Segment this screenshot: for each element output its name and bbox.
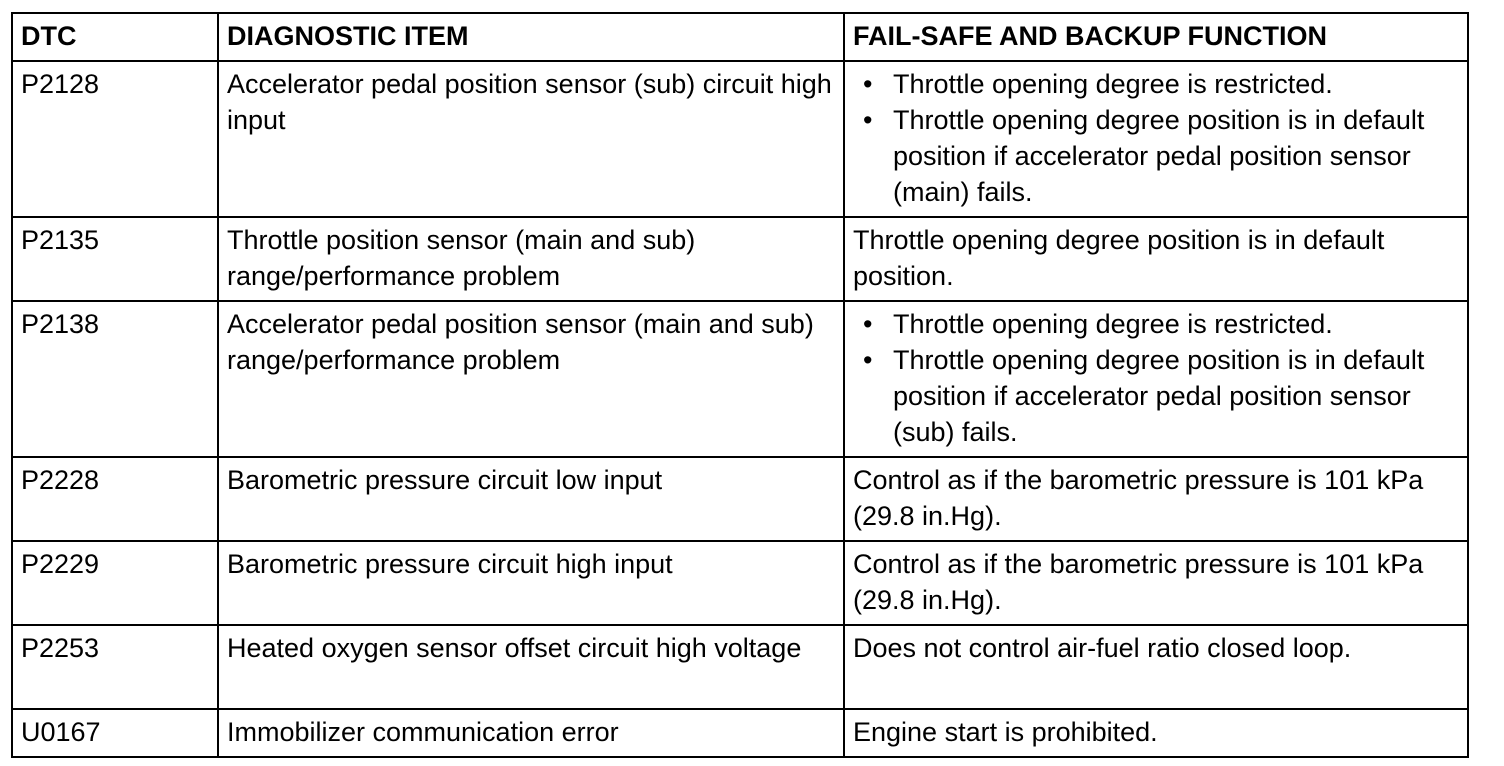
fail-safe-cell <box>844 61 1468 217</box>
table-row <box>12 541 1468 625</box>
header-fail-safe-function: FAIL-SAFE AND BACKUP FUNCTION <box>844 13 1468 61</box>
table-row <box>12 457 1468 541</box>
table-row <box>12 217 1468 301</box>
diagnostic-item-cell: Heated oxygen sensor offset circuit high voltage <box>218 625 844 709</box>
dtc-code-cell: P2138 <box>12 301 218 457</box>
table-row <box>12 301 1468 457</box>
bullet-item: • Throttle opening degree position is in default position if accelerator pedal position sensor (main) fails. <box>893 102 1459 210</box>
header-diagnostic-item: DIAGNOSTIC ITEM <box>218 13 844 61</box>
table-row <box>12 709 1468 757</box>
fail-safe-cell <box>844 301 1468 457</box>
dtc-code-cell: U0167 <box>12 709 218 757</box>
fail-safe-bullet-list <box>853 66 1459 210</box>
diagnostic-item-cell: Immobilizer communication error <box>218 709 844 757</box>
dtc-code-cell: P2229 <box>12 541 218 625</box>
dtc-code-cell: P2228 <box>12 457 218 541</box>
diagnostic-item-cell: Accelerator pedal position sensor (main and sub) range/performance problem <box>218 301 844 457</box>
fail-safe-cell: Engine start is prohibited. <box>844 709 1468 757</box>
dtc-code-cell: P2135 <box>12 217 218 301</box>
diagnostic-item-cell: Barometric pressure circuit low input <box>218 457 844 541</box>
table-row <box>12 61 1468 217</box>
header-row <box>12 13 1468 61</box>
diagnostic-item-cell: Barometric pressure circuit high input <box>218 541 844 625</box>
fail-safe-cell: Throttle opening degree position is in default position. <box>844 217 1468 301</box>
dtc-code-cell: P2128 <box>12 61 218 217</box>
bullet-item: • Throttle opening degree position is in default position if accelerator pedal position sensor (sub) fails. <box>893 342 1459 450</box>
fail-safe-cell: Control as if the barometric pressure is 101 kPa (29.8 in.Hg). <box>844 541 1468 625</box>
fail-safe-cell: Control as if the barometric pressure is 101 kPa (29.8 in.Hg). <box>844 457 1468 541</box>
diagnostic-item-cell: Accelerator pedal position sensor (sub) circuit high input <box>218 61 844 217</box>
bullet-item: • Throttle opening degree is restricted. <box>893 66 1459 102</box>
diagnostic-item-cell: Throttle position sensor (main and sub) range/performance problem <box>218 217 844 301</box>
fail-safe-bullet-list <box>853 306 1459 450</box>
bullet-item: • Throttle opening degree is restricted. <box>893 306 1459 342</box>
fail-safe-cell: Does not control air-fuel ratio closed loop. <box>844 625 1468 709</box>
table-row <box>12 625 1468 709</box>
header-dtc: DTC <box>12 13 218 61</box>
dtc-code-cell: P2253 <box>12 625 218 709</box>
dtc-table <box>11 12 1469 758</box>
